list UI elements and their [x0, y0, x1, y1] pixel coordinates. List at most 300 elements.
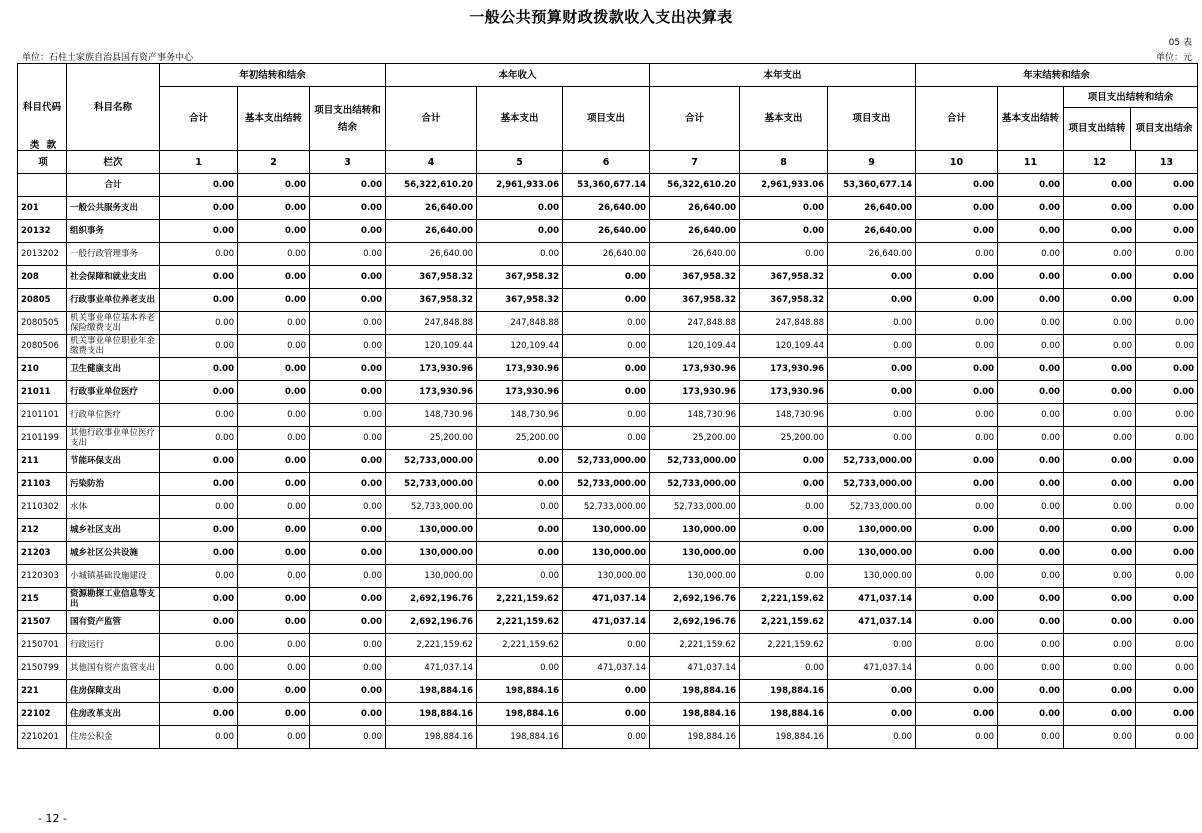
row-value: 0.00: [828, 312, 916, 335]
row-value: 0.00: [916, 427, 998, 450]
page-title: 一般公共预算财政拨款收入支出决算表: [469, 8, 733, 26]
row-value: 2,221,159.62: [477, 588, 563, 611]
row-value: 53,360,677.14: [828, 174, 916, 197]
row-value: 0.00: [828, 726, 916, 749]
row-value: 0.00: [998, 703, 1064, 726]
row-value: 0.00: [740, 220, 828, 243]
row-value: 0.00: [238, 542, 310, 565]
row-name: 节能环保支出: [67, 450, 160, 473]
header-income-total: 合计: [386, 87, 477, 151]
table-row: [18, 358, 1198, 381]
row-value: 0.00: [998, 450, 1064, 473]
row-value: 0.00: [998, 680, 1064, 703]
row-value: 198,884.16: [740, 703, 828, 726]
row-value: 0.00: [160, 542, 238, 565]
row-name: 住房保障支出: [67, 680, 160, 703]
final-accounts-table: [17, 63, 1198, 749]
row-value: 198,884.16: [650, 726, 740, 749]
row-value: 0.00: [828, 358, 916, 381]
row-value: 130,000.00: [828, 542, 916, 565]
row-code: 20805: [18, 289, 67, 312]
row-value: 0.00: [1136, 565, 1198, 588]
row-value: 0.00: [1136, 703, 1198, 726]
row-value: 2,692,196.76: [650, 588, 740, 611]
row-value: 0.00: [998, 197, 1064, 220]
header-row-numbers: [18, 151, 1198, 174]
row-value: 0.00: [998, 335, 1064, 358]
row-value: 0.00: [740, 542, 828, 565]
row-value: 26,640.00: [828, 220, 916, 243]
row-value: 52,733,000.00: [650, 473, 740, 496]
row-value: 0.00: [238, 266, 310, 289]
row-value: 0.00: [740, 496, 828, 519]
row-name: 机关事业单位职业年金缴费支出: [67, 335, 160, 358]
row-value: 0.00: [1064, 519, 1136, 542]
row-value: 0.00: [238, 289, 310, 312]
row-value: 0.00: [998, 174, 1064, 197]
table-row: [18, 542, 1198, 565]
table-row: [18, 726, 1198, 749]
row-value: 0.00: [998, 496, 1064, 519]
row-name: 城乡社区公共设施: [67, 542, 160, 565]
header-group-begin: 年初结转和结余: [160, 64, 386, 87]
row-value: 25,200.00: [386, 427, 477, 450]
row-value: 26,640.00: [650, 197, 740, 220]
row-value: 0.00: [563, 358, 650, 381]
row-value: 0.00: [1064, 243, 1136, 266]
row-value: 0.00: [916, 381, 998, 404]
row-value: 148,730.96: [650, 404, 740, 427]
row-value: 26,640.00: [650, 220, 740, 243]
row-value: 0.00: [998, 473, 1064, 496]
row-value: 0.00: [238, 427, 310, 450]
row-value: 0.00: [160, 611, 238, 634]
col-label: 栏次: [67, 151, 160, 174]
col-num: 5: [477, 151, 563, 174]
row-value: 367,958.32: [650, 266, 740, 289]
row-value: 0.00: [740, 450, 828, 473]
row-name: 小城镇基础设施建设: [67, 565, 160, 588]
row-value: 0.00: [1064, 289, 1136, 312]
row-value: 0.00: [1136, 588, 1198, 611]
row-value: 0.00: [238, 588, 310, 611]
row-value: 0.00: [160, 473, 238, 496]
row-value: 0.00: [916, 335, 998, 358]
row-value: 247,848.88: [386, 312, 477, 335]
row-value: 26,640.00: [386, 243, 477, 266]
row-value: 0.00: [740, 197, 828, 220]
row-value: 0.00: [238, 657, 310, 680]
row-value: 0.00: [916, 312, 998, 335]
table-row: [18, 243, 1198, 266]
row-value: 130,000.00: [563, 519, 650, 542]
row-value: 0.00: [1064, 496, 1136, 519]
header-name: 科目名称: [67, 64, 160, 151]
row-value: 0.00: [1136, 266, 1198, 289]
row-value: 0.00: [916, 657, 998, 680]
row-code: 2101199: [18, 427, 67, 450]
row-name: 合计: [67, 174, 160, 197]
row-value: 0.00: [160, 588, 238, 611]
row-value: 0.00: [160, 703, 238, 726]
row-value: 130,000.00: [386, 519, 477, 542]
table-row: [18, 703, 1198, 726]
row-value: 0.00: [310, 427, 386, 450]
table-row: [18, 657, 1198, 680]
row-value: 0.00: [238, 680, 310, 703]
header-expense-project: 项目支出: [828, 87, 916, 151]
row-value: 173,930.96: [650, 358, 740, 381]
row-value: 0.00: [998, 358, 1064, 381]
row-value: 0.00: [238, 381, 310, 404]
row-value: 0.00: [916, 243, 998, 266]
col-num: 7: [650, 151, 740, 174]
row-value: 52,733,000.00: [386, 473, 477, 496]
row-value: 0.00: [160, 335, 238, 358]
row-value: 0.00: [310, 197, 386, 220]
row-value: 26,640.00: [563, 197, 650, 220]
row-value: 367,958.32: [650, 289, 740, 312]
row-code: 22102: [18, 703, 67, 726]
row-value: 0.00: [740, 473, 828, 496]
row-value: 0.00: [916, 588, 998, 611]
row-value: 0.00: [238, 726, 310, 749]
row-value: 0.00: [310, 266, 386, 289]
row-value: 0.00: [916, 542, 998, 565]
row-value: 0.00: [563, 427, 650, 450]
row-value: 52,733,000.00: [563, 473, 650, 496]
row-value: 471,037.14: [563, 588, 650, 611]
row-value: 0.00: [160, 220, 238, 243]
row-value: 53,360,677.14: [563, 174, 650, 197]
row-value: 198,884.16: [740, 726, 828, 749]
row-value: 0.00: [916, 404, 998, 427]
row-value: 247,848.88: [740, 312, 828, 335]
row-value: 0.00: [238, 703, 310, 726]
header-begin-basic: 基本支出结转: [238, 87, 310, 151]
row-value: 26,640.00: [650, 243, 740, 266]
row-value: 0.00: [1064, 565, 1136, 588]
row-value: 130,000.00: [386, 542, 477, 565]
kind-label: 类 款 项: [29, 140, 59, 168]
table-row: [18, 519, 1198, 542]
row-value: 0.00: [310, 565, 386, 588]
row-value: 0.00: [563, 726, 650, 749]
row-value: 0.00: [828, 381, 916, 404]
row-code: 2150799: [18, 657, 67, 680]
row-value: 0.00: [160, 450, 238, 473]
row-value: 367,958.32: [477, 289, 563, 312]
row-value: 0.00: [160, 312, 238, 335]
table-row: [18, 404, 1198, 427]
table-row: [18, 611, 1198, 634]
row-value: 52,733,000.00: [828, 450, 916, 473]
row-value: 0.00: [916, 519, 998, 542]
row-value: 52,733,000.00: [386, 496, 477, 519]
row-value: 0.00: [1064, 174, 1136, 197]
row-value: 120,109.44: [386, 335, 477, 358]
row-value: 0.00: [1064, 657, 1136, 680]
row-value: 0.00: [310, 726, 386, 749]
row-code: 21507: [18, 611, 67, 634]
row-value: 0.00: [1064, 404, 1136, 427]
row-value: 0.00: [916, 703, 998, 726]
header-end-project-group: 项目支出结转和结余: [1064, 88, 1197, 108]
table-row: [18, 473, 1198, 496]
row-code: 215: [18, 588, 67, 611]
row-value: 26,640.00: [563, 220, 650, 243]
row-value: 56,322,610.20: [386, 174, 477, 197]
row-value: 0.00: [1064, 542, 1136, 565]
row-value: 0.00: [998, 312, 1064, 335]
row-value: 0.00: [310, 496, 386, 519]
header-row-groups: [18, 64, 1198, 87]
row-value: 120,109.44: [650, 335, 740, 358]
col-num: 11: [998, 151, 1064, 174]
row-value: 0.00: [160, 174, 238, 197]
kind-label-cell: [18, 140, 67, 174]
row-value: 0.00: [1136, 519, 1198, 542]
row-code: 2210201: [18, 726, 67, 749]
row-value: 198,884.16: [386, 680, 477, 703]
row-value: 2,961,933.06: [740, 174, 828, 197]
row-value: 0.00: [1136, 220, 1198, 243]
row-value: 198,884.16: [477, 726, 563, 749]
row-value: 0.00: [160, 289, 238, 312]
row-value: 0.00: [998, 519, 1064, 542]
row-value: 0.00: [238, 335, 310, 358]
row-value: 0.00: [998, 220, 1064, 243]
row-value: 0.00: [998, 542, 1064, 565]
row-value: 0.00: [916, 450, 998, 473]
row-name: 住房公积金: [67, 726, 160, 749]
row-code: 2110302: [18, 496, 67, 519]
row-value: 26,640.00: [828, 197, 916, 220]
row-value: 52,733,000.00: [828, 496, 916, 519]
row-value: 0.00: [238, 197, 310, 220]
row-value: 0.00: [563, 381, 650, 404]
row-value: 0.00: [477, 243, 563, 266]
row-value: 367,958.32: [386, 266, 477, 289]
row-value: 0.00: [828, 289, 916, 312]
row-value: 0.00: [916, 197, 998, 220]
row-value: 0.00: [310, 519, 386, 542]
row-value: 26,640.00: [563, 243, 650, 266]
row-value: 0.00: [916, 634, 998, 657]
row-value: 0.00: [310, 703, 386, 726]
table-row: [18, 197, 1198, 220]
unit-currency: 单位：元: [1155, 53, 1192, 63]
row-value: 0.00: [998, 381, 1064, 404]
row-value: 173,930.96: [386, 358, 477, 381]
row-value: 0.00: [310, 312, 386, 335]
row-value: 0.00: [238, 220, 310, 243]
col-num: 12: [1064, 151, 1136, 174]
row-value: 0.00: [828, 703, 916, 726]
header-expense-total: 合计: [650, 87, 740, 151]
row-value: 0.00: [477, 496, 563, 519]
row-name: 行政事业单位养老支出: [67, 289, 160, 312]
row-value: 2,961,933.06: [477, 174, 563, 197]
row-name: 行政事业单位医疗: [67, 381, 160, 404]
row-value: 0.00: [563, 312, 650, 335]
row-code: 2080505: [18, 312, 67, 335]
row-value: 0.00: [828, 680, 916, 703]
table-row: [18, 312, 1198, 335]
row-value: 2,692,196.76: [386, 588, 477, 611]
row-code: 208: [18, 266, 67, 289]
table-row: [18, 588, 1198, 611]
row-value: 130,000.00: [563, 542, 650, 565]
row-value: 173,930.96: [740, 358, 828, 381]
row-name: 污染防治: [67, 473, 160, 496]
row-code: 2013202: [18, 243, 67, 266]
row-value: 2,221,159.62: [386, 634, 477, 657]
row-value: 0.00: [238, 496, 310, 519]
row-value: 52,733,000.00: [563, 496, 650, 519]
row-value: 0.00: [310, 450, 386, 473]
row-value: 198,884.16: [386, 726, 477, 749]
row-value: 0.00: [238, 404, 310, 427]
table-row: [18, 565, 1198, 588]
row-value: 0.00: [160, 496, 238, 519]
row-value: 0.00: [740, 565, 828, 588]
row-value: 0.00: [160, 565, 238, 588]
row-value: 148,730.96: [477, 404, 563, 427]
row-name: 机关事业单位基本养老保险缴费支出: [67, 312, 160, 335]
header-row-columns: [18, 87, 1198, 151]
row-value: 0.00: [563, 680, 650, 703]
row-value: 0.00: [477, 519, 563, 542]
row-value: 367,958.32: [477, 266, 563, 289]
row-value: 0.00: [998, 243, 1064, 266]
row-value: 198,884.16: [386, 703, 477, 726]
table-row: [18, 450, 1198, 473]
row-value: 0.00: [160, 266, 238, 289]
table-row: [18, 220, 1198, 243]
row-value: 0.00: [477, 542, 563, 565]
table-row: [18, 174, 1198, 197]
row-name: 国有资产监管: [67, 611, 160, 634]
row-value: 0.00: [310, 335, 386, 358]
row-value: 0.00: [1064, 473, 1136, 496]
row-value: 471,037.14: [563, 611, 650, 634]
row-code: 2080506: [18, 335, 67, 358]
row-value: 173,930.96: [477, 358, 563, 381]
row-code: 211: [18, 450, 67, 473]
row-value: 0.00: [916, 565, 998, 588]
row-value: 120,109.44: [740, 335, 828, 358]
row-value: 0.00: [477, 220, 563, 243]
row-value: 471,037.14: [386, 657, 477, 680]
row-value: 52,733,000.00: [563, 450, 650, 473]
row-value: 0.00: [160, 427, 238, 450]
row-value: 0.00: [1136, 289, 1198, 312]
row-value: 0.00: [160, 680, 238, 703]
row-value: 2,692,196.76: [650, 611, 740, 634]
form-number: 05 表: [1168, 38, 1192, 48]
row-value: 130,000.00: [828, 565, 916, 588]
row-value: 0.00: [160, 634, 238, 657]
row-value: 0.00: [1064, 335, 1136, 358]
row-value: 148,730.96: [386, 404, 477, 427]
row-value: 367,958.32: [386, 289, 477, 312]
row-value: 173,930.96: [650, 381, 740, 404]
row-value: 0.00: [1064, 703, 1136, 726]
header-begin-total: 合计: [160, 87, 238, 151]
row-value: 198,884.16: [650, 680, 740, 703]
row-value: 0.00: [238, 450, 310, 473]
row-value: 0.00: [1064, 450, 1136, 473]
row-value: 0.00: [238, 634, 310, 657]
row-value: 26,640.00: [386, 220, 477, 243]
row-value: 471,037.14: [828, 588, 916, 611]
row-value: 0.00: [1064, 358, 1136, 381]
row-value: 0.00: [310, 220, 386, 243]
row-value: 0.00: [740, 657, 828, 680]
row-value: 0.00: [238, 519, 310, 542]
table-row: [18, 496, 1198, 519]
row-value: 0.00: [160, 243, 238, 266]
row-value: 0.00: [310, 473, 386, 496]
row-value: 0.00: [1064, 588, 1136, 611]
row-value: 0.00: [477, 450, 563, 473]
row-value: 0.00: [160, 519, 238, 542]
row-code: 2101101: [18, 404, 67, 427]
col-num: 9: [828, 151, 916, 174]
row-value: 0.00: [563, 335, 650, 358]
header-group-expense: 本年支出: [650, 64, 916, 87]
row-value: 0.00: [310, 243, 386, 266]
row-value: 2,221,159.62: [740, 588, 828, 611]
row-value: 0.00: [998, 657, 1064, 680]
row-code: 2120303: [18, 565, 67, 588]
row-value: 0.00: [310, 542, 386, 565]
row-value: 247,848.88: [650, 312, 740, 335]
page-number: - 12 -: [38, 812, 67, 825]
row-value: 2,221,159.62: [740, 611, 828, 634]
row-value: 0.00: [563, 266, 650, 289]
row-code: 221: [18, 680, 67, 703]
row-value: 0.00: [238, 611, 310, 634]
row-value: 198,884.16: [650, 703, 740, 726]
row-value: 0.00: [310, 174, 386, 197]
row-value: 0.00: [998, 611, 1064, 634]
row-value: 0.00: [310, 404, 386, 427]
row-value: 0.00: [998, 565, 1064, 588]
row-name: 一般公共服务支出: [67, 197, 160, 220]
row-code: 21203: [18, 542, 67, 565]
row-value: 0.00: [1136, 680, 1198, 703]
row-value: 367,958.32: [740, 289, 828, 312]
row-value: 52,733,000.00: [828, 473, 916, 496]
row-value: 198,884.16: [740, 680, 828, 703]
row-code: 210: [18, 358, 67, 381]
row-value: 0.00: [1064, 197, 1136, 220]
row-value: 130,000.00: [563, 565, 650, 588]
row-value: 0.00: [916, 174, 998, 197]
row-value: 0.00: [1064, 611, 1136, 634]
row-value: 130,000.00: [650, 542, 740, 565]
row-name: 行政运行: [67, 634, 160, 657]
col-num: 1: [160, 151, 238, 174]
row-value: 0.00: [160, 404, 238, 427]
header-end-project-carry: 项目支出结转: [1064, 108, 1131, 150]
row-value: 0.00: [1136, 657, 1198, 680]
row-value: 0.00: [998, 726, 1064, 749]
table-row: [18, 634, 1198, 657]
row-value: 0.00: [998, 289, 1064, 312]
